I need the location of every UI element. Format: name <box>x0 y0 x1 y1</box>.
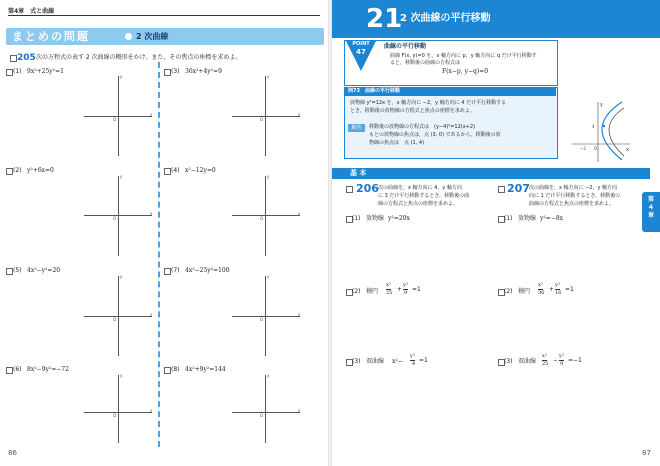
page-subtitle: 2 次曲線 <box>136 32 169 41</box>
page-number: 87 <box>642 449 651 457</box>
fraction-numerator: y² <box>559 353 564 359</box>
fraction-denominator: 25 <box>386 290 393 296</box>
item-equation: y²+6x=0 <box>27 167 54 174</box>
item-kind: 放物線 <box>366 215 385 222</box>
item-equation: 4x²−25y²=100 <box>185 267 230 274</box>
item-kind: 放物線 <box>518 215 537 222</box>
item-label: (1) <box>352 215 361 222</box>
answer-line1: 移動後の放物線の方程式は (y−4)²=12(x+2) <box>369 124 476 130</box>
operator: + <box>549 286 555 293</box>
graph-tick-4: 4 <box>592 124 595 129</box>
item-label: (1) <box>504 215 513 222</box>
fraction-numerator: y² <box>410 353 415 359</box>
item-kind: 楕円 <box>366 288 379 295</box>
example-line2: とき，移動後の放物線の方程式と焦点の座標を求めよ。 <box>350 108 475 114</box>
problem-text-line1: 次の曲線を，x 軸方向に −2，y 軸方向 <box>529 185 618 191</box>
y-axis <box>118 375 119 443</box>
item-checkbox[interactable] <box>6 268 13 275</box>
y-axis-label: y <box>267 274 270 279</box>
example-box <box>344 87 558 159</box>
item-label: (2) <box>504 288 513 295</box>
item-label: (4) <box>171 167 180 174</box>
y-axis <box>265 375 266 443</box>
graph-y-label: y <box>600 102 603 108</box>
example-header: 例73 曲線の平行移動 <box>348 88 400 94</box>
point-text-line2: ると，移動後の曲線の方程式は <box>390 60 461 66</box>
y-axis-label: y <box>120 373 123 378</box>
graph-x-label: x <box>626 147 629 153</box>
item-equation: 36x²+4y²=9 <box>185 68 222 75</box>
item-checkbox[interactable] <box>6 367 13 374</box>
column-divider <box>158 62 160 447</box>
origin-label: O <box>260 317 264 322</box>
fraction-denominator: 25 <box>542 361 549 367</box>
item-checkbox[interactable] <box>6 168 13 175</box>
x-axis-label: x <box>298 408 301 413</box>
y-axis-label: y <box>120 174 123 179</box>
example-graph <box>570 98 632 164</box>
origin-label: O <box>113 216 117 221</box>
x-axis-label: x <box>150 211 153 216</box>
x-axis <box>232 412 300 413</box>
x-axis-label: x <box>150 312 153 317</box>
x-axis <box>232 116 300 117</box>
item-checkbox[interactable] <box>164 168 171 175</box>
problem-text-line1: 次の曲線を，x 軸方向に 4，y 軸方向 <box>378 185 462 191</box>
example-line1: 放物線 y²=12x を，x 軸方向に −2，y 軸方向に 4 だけ平行移動する <box>350 100 507 106</box>
fraction-denominator: 36 <box>538 290 545 296</box>
origin-label: O <box>113 413 117 418</box>
item-label: (3) <box>504 358 513 365</box>
item-equation: y²=−8x <box>540 215 564 222</box>
item-label: (2) <box>352 288 361 295</box>
chapter-header: 第4章 式と曲線 <box>8 8 55 15</box>
equation-rhs: =−1 <box>568 357 582 364</box>
answer-line2: もとの放物線の焦点は，点 (3, 0) であるから，移動後の放 <box>369 132 501 138</box>
equation-rhs: =1 <box>419 357 428 364</box>
section-title: 2 次曲線の平行移動 <box>400 13 491 24</box>
chapter-rule <box>8 15 320 16</box>
x-axis-label: x <box>150 408 153 413</box>
item-checkbox[interactable] <box>164 69 171 76</box>
fraction-denominator: 9 <box>404 290 408 296</box>
y-axis-label: y <box>267 74 270 79</box>
item-checkbox[interactable] <box>164 268 171 275</box>
page-title: まとめの問題 <box>12 30 90 43</box>
item-checkbox[interactable] <box>6 69 13 76</box>
x-axis-label: x <box>150 112 153 117</box>
problem-checkbox[interactable] <box>498 186 505 193</box>
item-label: (6) <box>13 366 22 373</box>
problem-text: 次の方程式の表す 2 次曲線の概形をかけ。また，その焦点の座標を求めよ。 <box>36 54 242 61</box>
y-axis-label: y <box>267 373 270 378</box>
origin-label: O <box>260 413 264 418</box>
item-label: (3) <box>171 68 180 75</box>
answer-line3: 物線の焦点は 点 (1, 4) <box>369 140 425 146</box>
x-axis-label: x <box>298 312 301 317</box>
operator: + <box>397 286 403 293</box>
item-equation: 8x²−9y²=−72 <box>27 366 69 373</box>
equation-rhs: =1 <box>412 286 421 293</box>
x-axis-label: x <box>298 211 301 216</box>
x-axis <box>84 412 152 413</box>
equation-rhs: =1 <box>565 286 574 293</box>
item-label: (5) <box>13 267 22 274</box>
fraction-numerator: x² <box>542 353 547 359</box>
item-kind: 楕円 <box>518 288 531 295</box>
x-axis <box>232 215 300 216</box>
point-badge-label: POINT <box>352 41 370 47</box>
origin-label: O <box>260 117 264 122</box>
y-axis <box>118 176 119 256</box>
x-axis-label: x <box>298 112 301 117</box>
origin-label: O <box>113 317 117 322</box>
answer-label: 解答 <box>348 124 365 132</box>
y-axis <box>265 176 266 256</box>
fraction-numerator: y² <box>403 282 408 288</box>
section-number: 21 <box>366 4 403 34</box>
kihon-label: 基 本 <box>350 169 367 177</box>
item-equation: 4x²+9y²=144 <box>185 366 226 373</box>
point-formula: F(x−p, y−q)=0 <box>442 68 489 75</box>
y-axis-label: y <box>120 274 123 279</box>
problem-text-line3: 曲線の方程式と焦点の座標を求めよ。 <box>529 201 615 207</box>
fraction-denominator: 4 <box>412 361 416 367</box>
item-checkbox[interactable] <box>164 367 171 374</box>
left-page <box>0 0 328 466</box>
bullet-icon <box>125 33 132 40</box>
x-axis <box>84 316 152 317</box>
point-title: 曲線の平行移動 <box>384 43 427 50</box>
item-equation: y²=20x <box>388 215 410 222</box>
problem-number: 206 <box>356 182 379 195</box>
problem-text-line3: 線の方程式と焦点の座標を求めよ。 <box>378 201 459 207</box>
problem-text-line2: に 3 だけ平行移動するとき，移動後の曲 <box>378 193 470 199</box>
page-number: 86 <box>8 449 17 457</box>
operator: − <box>553 357 559 364</box>
graph-tick-minus2: −2 <box>580 146 586 151</box>
fraction-denominator: 16 <box>555 290 562 296</box>
item-label: (3) <box>352 358 361 365</box>
item-equation: x²−12y=0 <box>185 167 216 174</box>
fraction-numerator: x² <box>386 282 391 288</box>
y-axis-label: y <box>267 174 270 179</box>
x-axis <box>232 316 300 317</box>
fraction-numerator: y² <box>555 282 560 288</box>
x-axis <box>84 215 152 216</box>
point-text-line1: 曲線 F(x, y)=0 を，x 軸方向に p，y 軸方向に q だけ平行移動す <box>390 53 537 59</box>
x-axis <box>84 116 152 117</box>
problem-text-line2: 向に 1 だけ平行移動するとき，移動後の <box>529 193 621 199</box>
problem-number: 205 <box>17 53 36 63</box>
problem-checkbox[interactable] <box>346 186 353 193</box>
item-label: (1) <box>13 68 22 75</box>
origin-label: O <box>260 216 264 221</box>
graph-origin-label: O <box>594 146 598 151</box>
item-label: (7) <box>171 267 180 274</box>
equation-prefix: x²− <box>392 358 403 365</box>
origin-label: O <box>113 117 117 122</box>
y-axis-label: y <box>120 74 123 79</box>
item-equation: 4x²−y²=20 <box>27 267 61 274</box>
item-label: (2) <box>13 167 22 174</box>
problem-checkbox[interactable] <box>10 55 17 62</box>
item-kind: 双曲線 <box>518 358 537 365</box>
item-equation: 9x²+25y²=1 <box>27 68 64 75</box>
fraction-numerator: x² <box>538 282 543 288</box>
point-badge-number: 47 <box>356 48 366 56</box>
item-label: (8) <box>171 366 180 373</box>
right-page <box>332 0 660 466</box>
chapter-side-label: 第4章 <box>647 196 654 219</box>
fraction-denominator: 9 <box>560 361 564 367</box>
kihon-bar <box>332 168 650 179</box>
problem-number: 207 <box>507 182 530 195</box>
item-kind: 双曲線 <box>366 358 385 365</box>
